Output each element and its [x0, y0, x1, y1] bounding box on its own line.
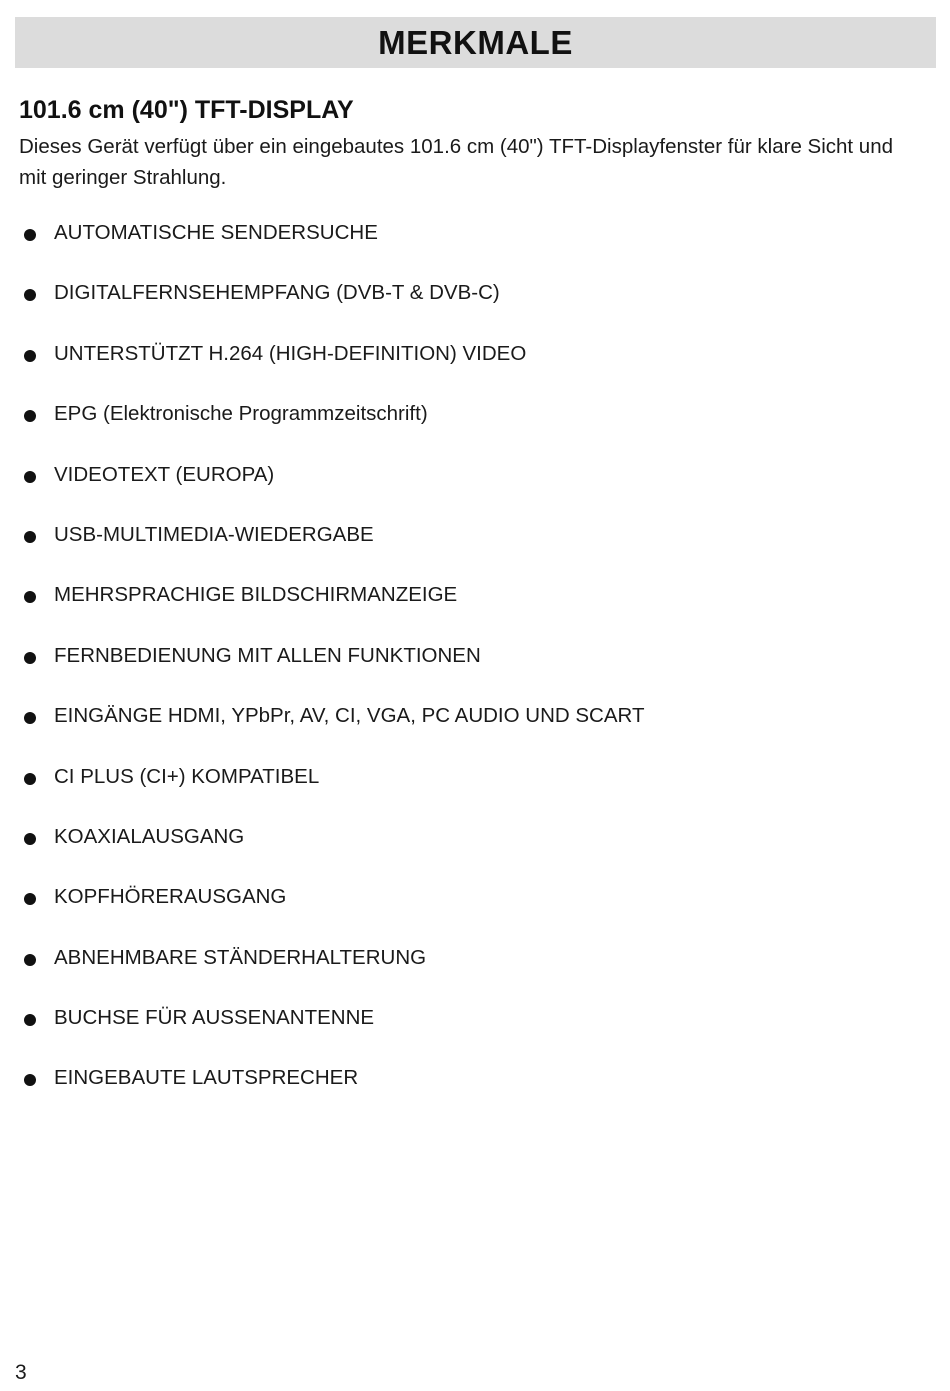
feature-label: EINGÄNGE HDMI, YPbPr, AV, CI, VGA, PC AUDIO UND SCART — [54, 704, 645, 728]
bullet-icon — [24, 833, 36, 845]
feature-label: KOAXIALAUSGANG — [54, 824, 245, 848]
bullet-icon — [24, 652, 36, 664]
section-heading: 101.6 cm (40") TFT-DISPLAY — [19, 96, 354, 124]
bullet-icon — [24, 1074, 36, 1086]
bullet-icon — [24, 1014, 36, 1026]
bullet-icon — [24, 893, 36, 905]
bullet-icon — [24, 471, 36, 483]
feature-label: EINGEBAUTE LAUTSPRECHER — [54, 1066, 359, 1090]
bullet-icon — [24, 591, 36, 603]
feature-label: EPG (Elektronische Programmzeitschrift) — [54, 402, 428, 426]
feature-label: KOPFHÖRERAUSGANG — [54, 885, 287, 909]
bullet-icon — [24, 229, 36, 241]
bullet-icon — [24, 712, 36, 724]
bullet-icon — [24, 410, 36, 422]
feature-label: AUTOMATISCHE SENDERSUCHE — [54, 221, 378, 244]
feature-label: UNTERSTÜTZT H.264 (HIGH-DEFINITION) VIDEO — [54, 341, 527, 365]
feature-label: USB-MULTIMEDIA-WIEDERGABE — [54, 522, 374, 546]
feature-label: VIDEOTEXT (EUROPA) — [54, 462, 275, 486]
feature-label: ABNEHMBARE STÄNDERHALTERUNG — [54, 945, 427, 969]
bullet-icon — [24, 773, 36, 785]
bullet-icon — [24, 531, 36, 543]
bullet-icon — [24, 350, 36, 362]
section-intro-paragraph: Dieses Gerät verfügt über ein eingebautes 101.6 cm (40") TFT-Displayfenster für klare Sicht und mit geringer Strahlung. — [19, 135, 894, 189]
feature-label: DIGITALFERNSEHEMPFANG (DVB-T & DVB-C) — [54, 281, 500, 305]
feature-label: CI PLUS (CI+) KOMPATIBEL — [54, 764, 320, 788]
feature-label: FERNBEDIENUNG MIT ALLEN FUNKTIONEN — [54, 643, 481, 667]
page-header-bar — [15, 17, 936, 68]
bullet-icon — [24, 954, 36, 966]
bullet-icon — [24, 289, 36, 301]
page-number: 3 — [15, 1361, 27, 1384]
page-title: MERKMALE — [378, 23, 573, 61]
feature-label: BUCHSE FÜR AUSSENANTENNE — [54, 1006, 375, 1030]
feature-label: MEHRSPRACHIGE BILDSCHIRMANZEIGE — [54, 583, 458, 607]
